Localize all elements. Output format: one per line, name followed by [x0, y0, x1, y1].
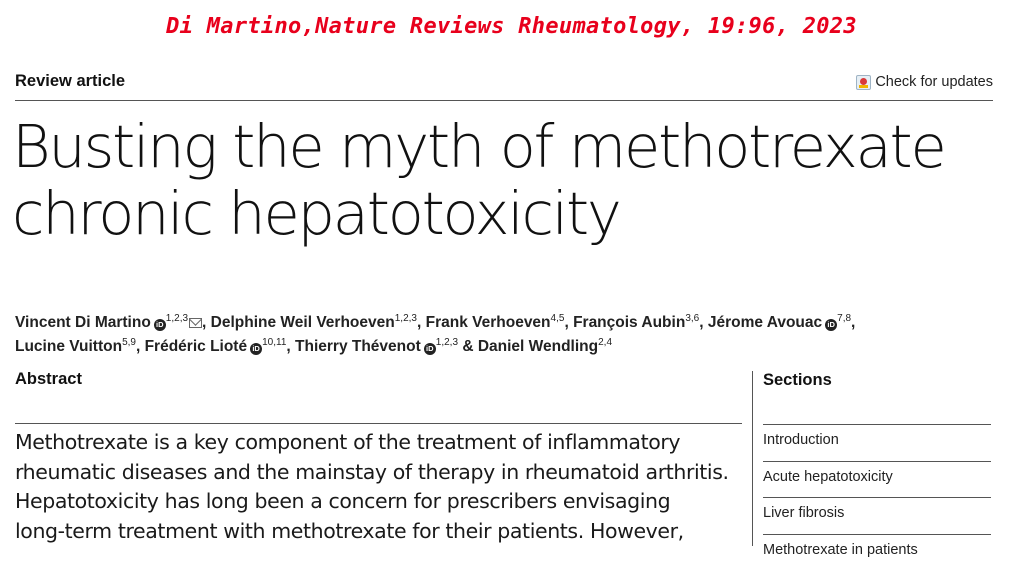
author-name[interactable]: Lucine Vuitton: [15, 338, 122, 355]
author-separator: ,: [417, 314, 426, 331]
author-separator: ,: [136, 338, 145, 355]
section-link-introduction[interactable]: Introduction: [763, 424, 991, 461]
title-line-1: Busting the myth of methotrexate: [12, 112, 945, 181]
author-separator: ,: [286, 338, 295, 355]
sections-nav: [763, 424, 991, 570]
author-name[interactable]: Vincent Di Martino: [15, 314, 151, 331]
author-affiliation: 4,5: [551, 313, 565, 324]
author-separator: ,: [564, 314, 573, 331]
orcid-icon[interactable]: iD: [250, 343, 262, 355]
abstract-line: Hepatotoxicity has long been a concern for prescribers envisaging: [15, 489, 670, 513]
author-name[interactable]: Delphine Weil Verhoeven: [211, 314, 395, 331]
author-separator: ,: [851, 314, 855, 331]
author-affiliation: 7,8: [837, 313, 851, 324]
author-name[interactable]: Daniel Wendling: [478, 338, 598, 355]
email-icon[interactable]: [189, 318, 202, 328]
abstract-line: rheumatic diseases and the mainstay of therapy in rheumatoid arthritis.: [15, 460, 729, 484]
orcid-icon[interactable]: iD: [424, 343, 436, 355]
section-link-liver-fibrosis[interactable]: Liver fibrosis: [763, 497, 991, 534]
author-name[interactable]: Frédéric Lioté: [145, 338, 248, 355]
author-separator: ,: [699, 314, 708, 331]
sections-heading: Sections: [763, 371, 832, 390]
author-name[interactable]: Jérome Avouac: [708, 314, 822, 331]
author-affiliation: 3,6: [685, 313, 699, 324]
author-affiliation: 5,9: [122, 337, 136, 348]
check-for-updates-link[interactable]: [856, 74, 993, 90]
author-name[interactable]: Frank Verhoeven: [426, 314, 551, 331]
author-affiliation: 1,2,3: [395, 313, 417, 324]
abstract-line: Methotrexate is a key component of the treatment of inflammatory: [15, 430, 680, 454]
section-link-methotrexate-in-patients[interactable]: Methotrexate in patients: [763, 534, 991, 570]
crossmark-icon: [856, 75, 871, 90]
author-list: [15, 311, 1005, 359]
author-affiliation: 1,2,3: [166, 313, 188, 324]
title-line-2: chronic hepatotoxicity: [12, 179, 620, 248]
author-separator: ,: [202, 314, 211, 331]
header-divider: [15, 100, 993, 101]
author-affiliation: 1,2,3: [436, 337, 458, 348]
abstract-line: long-term treatment with methotrexate for their patients. However,: [15, 519, 684, 543]
article-type-label: Review article: [15, 72, 125, 91]
orcid-icon[interactable]: iD: [825, 319, 837, 331]
abstract-divider: [15, 423, 742, 424]
article-title: [12, 113, 1002, 248]
citation-header: Di Martino,Nature Reviews Rheumatology, 19:96, 2023: [0, 14, 1023, 39]
author-affiliation: 2,4: [598, 337, 612, 348]
author-name[interactable]: Thierry Thévenot: [295, 338, 421, 355]
author-separator: &: [458, 338, 478, 355]
check-for-updates-label: Check for updates: [875, 74, 993, 90]
orcid-icon[interactable]: iD: [154, 319, 166, 331]
abstract-text: [15, 428, 750, 546]
author-name[interactable]: François Aubin: [573, 314, 685, 331]
abstract-heading: Abstract: [15, 370, 82, 389]
author-affiliation: 10,11: [262, 337, 286, 348]
sections-divider: [752, 371, 753, 546]
section-link-acute-hepatotoxicity[interactable]: Acute hepatotoxicity: [763, 461, 991, 498]
